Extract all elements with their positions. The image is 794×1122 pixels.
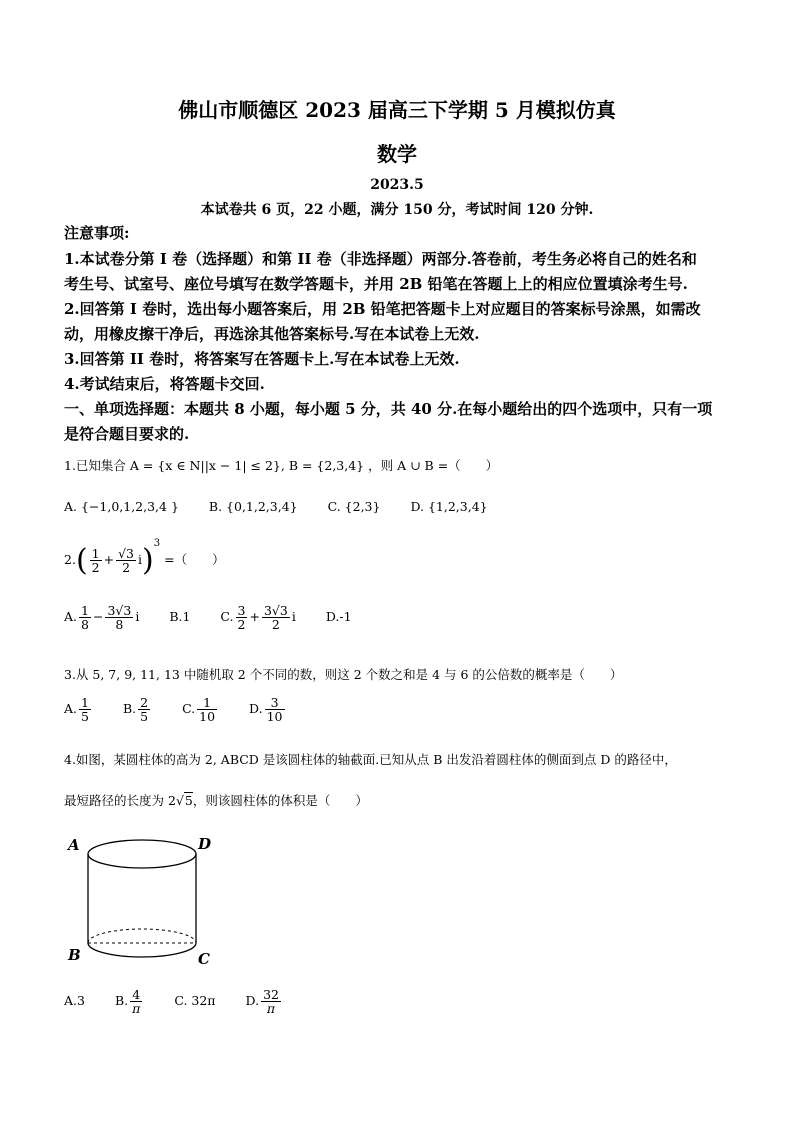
notice-line-3: 2.回答第 I 卷时，选出每小题答案后，用 2B 铅笔把答题卡上对应题目的答案标号涂黑，如需改: [64, 300, 701, 318]
q1-option-d: D. {1,2,3,4}: [410, 499, 488, 514]
q2-stem: 2.( $\frac{1}{2}$ + $\frac{√3}{2}$ i)$^3$ =（ ）: [64, 538, 225, 578]
subject-title: 数学: [377, 142, 417, 166]
notice-line-5: 3.回答第 II 卷时，将答案写在答题卡上.写在本试卷上无效.: [64, 350, 460, 368]
notice-line-4: 动，用橡皮擦干净后，再选涂其他答案标号.写在本试卷上无效.: [64, 325, 480, 343]
q3-option-b: B. $\frac{2}{5}$: [122, 695, 149, 725]
q1-option-a: A. {−1,0,1,2,3,4 }: [64, 499, 179, 514]
bottom-front-arc: [88, 943, 196, 957]
section1-line-1: 一、单项选择题：本题共 8 小题，每小题 5 分，共 40 分.在每小题给出的四个选项中，只有一项: [64, 400, 713, 418]
q4-option-a: A.3: [64, 993, 85, 1009]
q4-options: [64, 988, 309, 1015]
cylinder-figure: [60, 832, 230, 972]
q2-exponent: 3: [153, 538, 161, 549]
top-ellipse: [88, 840, 196, 868]
q2-option-b: B.1: [169, 609, 191, 625]
q4-option-b: B. $\frac{4}{\pi}$: [114, 987, 141, 1017]
q4-stem-line-1: 4.如图，某圆柱体的高为 2, ABCD 是该圆柱体的轴截面.已知从点 B 出发沿着圆柱体的侧面到点 D 的路径中，: [64, 752, 677, 767]
exam-title: 佛山市顺德区 2023 届高三下学期 5 月模拟仿真: [178, 98, 616, 122]
q1-option-c: C. {2,3}: [327, 499, 381, 514]
q2-option-d: D.-1: [325, 609, 352, 625]
notice-line-6: 4.考试结束后，将答题卡交回.: [64, 375, 265, 393]
q2-frac-1: $\frac{1}{2}$: [91, 545, 100, 575]
q4-stem-line-2: 最短路径的长度为 2√5，则该圆柱体的体积是（ ）: [64, 793, 368, 808]
q2-number: 2.: [64, 552, 76, 567]
q3-option-d: D. $\frac{3}{10}$: [249, 695, 283, 725]
q2-option-a: A. $\frac{1}{8}$ − $\frac{3√3}{8}$ i: [64, 603, 140, 633]
q1-option-b: B. {0,1,2,3,4}: [208, 499, 298, 514]
exam-info: 本试卷共 6 页，22 小题，满分 150 分，考试时间 120 分钟.: [200, 202, 594, 218]
section1-line-2: 是符合题目要求的.: [64, 425, 190, 443]
notice-heading: 注意事项:: [64, 224, 130, 242]
q3-stem: 3.从 5, 7, 9, 11, 13 中随机取 2 个不同的数，则这 2 个数之和是 4 与 6 的公倍数的概率是（ ）: [64, 667, 623, 682]
bottom-back-arc: [88, 929, 196, 943]
notice-line-1: 1.本试卷分第 I 卷（选择题）和第 II 卷（非选择题）两部分.答卷前，考生务必将自己的姓名和: [64, 250, 697, 268]
q1-stem: 1.已知集合 A = {x ∈ N||x − 1| ≤ 2}, B = {2,3,4} ，则 A ∪ B =（ ）: [64, 458, 499, 473]
q2-tail: =（ ）: [164, 552, 225, 567]
q1-options: [64, 499, 514, 514]
exam-date: 2023.5: [370, 177, 424, 193]
q4-option-d: D. $\frac{32}{\pi}$: [245, 987, 279, 1017]
q4-option-c: C. 32π: [174, 993, 216, 1009]
label-c: C: [198, 950, 210, 968]
q3-options: [64, 696, 313, 723]
label-a: A: [68, 836, 80, 854]
label-b: B: [68, 946, 81, 964]
notice-line-2: 考生号、试室号、座位号填写在数学答题卡，并用 2B 铅笔在答题上上的相应位置填涂考生号.: [64, 275, 688, 293]
label-d: D: [198, 835, 212, 853]
q3-option-c: C. $\frac{1}{10}$: [182, 695, 216, 725]
q2-frac-2: $\frac{√3}{2}$: [118, 545, 135, 575]
q2-option-c: C. $\frac{3}{2}$ + $\frac{3√3}{2}$ i: [220, 603, 296, 633]
q3-option-a: A. $\frac{1}{5}$: [64, 695, 89, 725]
q2-options: [64, 604, 378, 631]
